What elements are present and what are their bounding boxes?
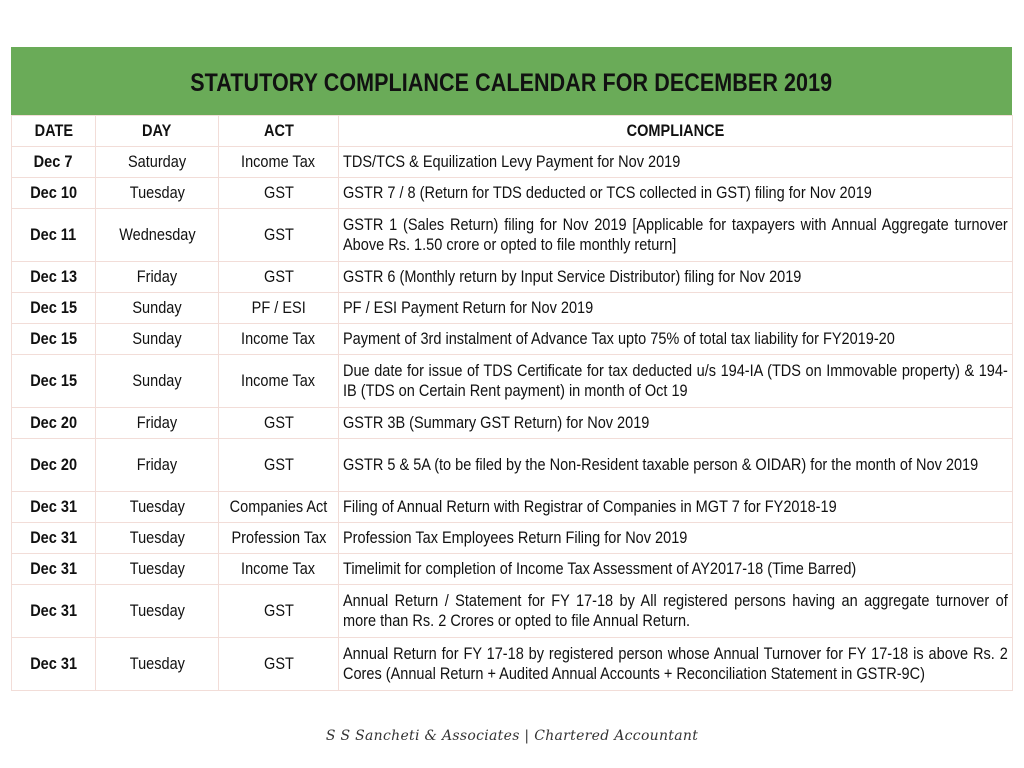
cell-act: Income Tax <box>219 355 339 408</box>
cell-compliance: PF / ESI Payment Return for Nov 2019 <box>339 293 1013 324</box>
cell-day: Tuesday <box>96 523 219 554</box>
cell-date: Dec 31 <box>12 492 96 523</box>
header-compliance: COMPLIANCE <box>339 116 1013 147</box>
cell-compliance: GSTR 3B (Summary GST Return) for Nov 2019 <box>339 408 1013 439</box>
cell-act: GST <box>219 178 339 209</box>
table-row <box>12 585 1013 638</box>
cell-date: Dec 20 <box>12 439 96 492</box>
cell-compliance: GSTR 7 / 8 (Return for TDS deducted or TCS collected in GST) filing for Nov 2019 <box>339 178 1013 209</box>
table-row <box>12 638 1013 691</box>
cell-date: Dec 15 <box>12 324 96 355</box>
header-day: DAY <box>96 116 219 147</box>
cell-date: Dec 15 <box>12 293 96 324</box>
cell-day: Tuesday <box>96 178 219 209</box>
cell-act: Income Tax <box>219 554 339 585</box>
table-row <box>12 209 1013 262</box>
title-banner <box>11 47 1012 115</box>
cell-compliance: Profession Tax Employees Return Filing for Nov 2019 <box>339 523 1013 554</box>
cell-act: GST <box>219 585 339 638</box>
cell-date: Dec 11 <box>12 209 96 262</box>
cell-day: Tuesday <box>96 638 219 691</box>
cell-act: Companies Act <box>219 492 339 523</box>
cell-date: Dec 31 <box>12 554 96 585</box>
cell-act: GST <box>219 638 339 691</box>
header-date: DATE <box>12 116 96 147</box>
table-row <box>12 492 1013 523</box>
cell-compliance: Payment of 3rd instalment of Advance Tax upto 75% of total tax liability for FY2019-20 <box>339 324 1013 355</box>
cell-day: Friday <box>96 262 219 293</box>
cell-date: Dec 10 <box>12 178 96 209</box>
cell-day: Saturday <box>96 147 219 178</box>
table-row <box>12 554 1013 585</box>
table-row <box>12 178 1013 209</box>
table-row <box>12 523 1013 554</box>
cell-day: Friday <box>96 408 219 439</box>
cell-act: Profession Tax <box>219 523 339 554</box>
table-row <box>12 293 1013 324</box>
table-row <box>12 147 1013 178</box>
cell-date: Dec 31 <box>12 585 96 638</box>
cell-date: Dec 20 <box>12 408 96 439</box>
cell-day: Wednesday <box>96 209 219 262</box>
cell-date: Dec 31 <box>12 638 96 691</box>
cell-compliance: Filing of Annual Return with Registrar of Companies in MGT 7 for FY2018-19 <box>339 492 1013 523</box>
cell-act: GST <box>219 209 339 262</box>
table-header-row <box>12 116 1013 147</box>
cell-compliance: TDS/TCS & Equilization Levy Payment for Nov 2019 <box>339 147 1013 178</box>
header-act: ACT <box>219 116 339 147</box>
cell-compliance: GSTR 5 & 5A (to be filed by the Non-Resident taxable person & OIDAR) for the month of Nov 2019 <box>339 439 1013 492</box>
page-title: STATUTORY COMPLIANCE CALENDAR FOR DECEMBER 2019 <box>190 68 833 97</box>
cell-day: Tuesday <box>96 554 219 585</box>
cell-date: Dec 13 <box>12 262 96 293</box>
cell-act: Income Tax <box>219 147 339 178</box>
cell-act: PF / ESI <box>219 293 339 324</box>
table-row <box>12 324 1013 355</box>
cell-date: Dec 31 <box>12 523 96 554</box>
compliance-calendar-table <box>11 115 1013 691</box>
cell-day: Tuesday <box>96 585 219 638</box>
table-row <box>12 262 1013 293</box>
cell-act: GST <box>219 439 339 492</box>
cell-day: Tuesday <box>96 492 219 523</box>
cell-day: Sunday <box>96 355 219 408</box>
cell-day: Sunday <box>96 293 219 324</box>
cell-act: GST <box>219 408 339 439</box>
cell-compliance: GSTR 1 (Sales Return) filing for Nov 2019 [Applicable for taxpayers with Annual Aggregate turnover Above Rs. 1.50 crore or opted to file monthly return] <box>339 209 1013 262</box>
cell-day: Friday <box>96 439 219 492</box>
cell-date: Dec 7 <box>12 147 96 178</box>
cell-date: Dec 15 <box>12 355 96 408</box>
table-row <box>12 408 1013 439</box>
cell-day: Sunday <box>96 324 219 355</box>
cell-compliance: GSTR 6 (Monthly return by Input Service Distributor) filing for Nov 2019 <box>339 262 1013 293</box>
cell-compliance: Due date for issue of TDS Certificate for tax deducted u/s 194-IA (TDS on Immovable property) & 194-IB (TDS on Certain Rent payment) in month of Oct 19 <box>339 355 1013 408</box>
cell-compliance: Annual Return / Statement for FY 17-18 by All registered persons having an aggregate turnover of more than Rs. 2 Crores or opted to file Annual Return. <box>339 585 1013 638</box>
cell-act: Income Tax <box>219 324 339 355</box>
table-row <box>12 439 1013 492</box>
cell-compliance: Timelimit for completion of Income Tax Assessment of AY2017-18 (Time Barred) <box>339 554 1013 585</box>
cell-compliance: Annual Return for FY 17-18 by registered person whose Annual Turnover for FY 17-18 is above Rs. 2 Cores (Annual Return + Audited Annual Accounts + Reconciliation Statement in GSTR-9C) <box>339 638 1013 691</box>
firm-signature-footer: S S Sancheti & Associates | Chartered Accountant <box>325 728 699 744</box>
cell-act: GST <box>219 262 339 293</box>
table-row <box>12 355 1013 408</box>
